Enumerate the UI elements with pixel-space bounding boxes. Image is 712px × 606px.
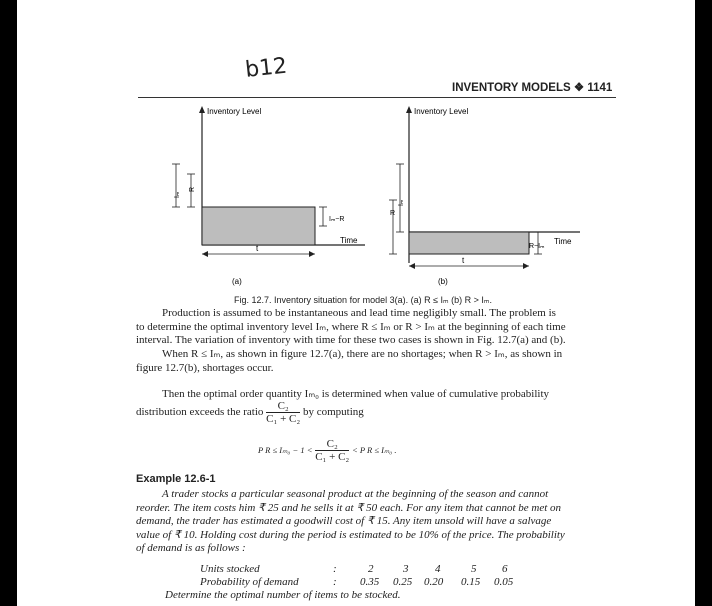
figure-a-inventory-block (202, 207, 315, 245)
header-rule (138, 97, 616, 98)
table-unit: 4 (435, 563, 441, 575)
table-unit: 3 (403, 563, 409, 575)
table-row1-label: Units stocked (200, 563, 260, 575)
ratio-line (136, 400, 364, 425)
ratio-suffix: by computing (302, 406, 364, 419)
table-unit: 6 (502, 563, 508, 575)
inequality-right: < P R ≤ Iₘ₀ . (352, 445, 397, 456)
inequality-denominator: C₁ + C₂ (315, 451, 350, 463)
figure-b-r-lm-label: R−Iₘ (529, 243, 545, 250)
paragraph-1-line: Production is assumed to be instantaneous and lead time negligibly small. The problem is (162, 307, 556, 319)
paragraph-2-line: When R ≤ Iₘ, as shown in figure 12.7(a), there are no shortages; when R > Iₘ, as shown in (162, 348, 563, 360)
table-row2-colon: : (333, 576, 337, 588)
figure-a-y-arrow (199, 106, 205, 113)
table-unit: 5 (471, 563, 477, 575)
running-header (452, 80, 612, 94)
example-body (136, 488, 622, 556)
inequality-numerator: C₂ (315, 438, 349, 451)
paragraph-2-line: figure 12.7(b), shortages occur. (136, 361, 274, 374)
table-prob: 0.05 (494, 576, 514, 588)
figure-b-lm-label: Iₘ (398, 199, 405, 206)
figure-b-t-label: t (462, 256, 465, 265)
example-line: A trader stocks a particular seasonal product at the beginning of the season and cannot (162, 488, 549, 500)
inequality-left: P R ≤ Iₘ₀ − 1 < (258, 445, 313, 456)
left-black-border (0, 0, 17, 606)
paragraph-1 (136, 307, 622, 348)
figure-a-r-label: R (189, 186, 196, 192)
table-prob: 0.20 (424, 576, 444, 588)
figure-a-ylabel-1: Inventory Level (207, 107, 262, 116)
inequality (258, 438, 396, 463)
paragraph-2 (136, 348, 622, 375)
figure-b-inventory-block (409, 232, 529, 254)
example-question: Determine the optimal number of items to be stocked. (165, 589, 401, 601)
header-title: INVENTORY MODELS (452, 82, 571, 94)
handwritten-note: b12 (244, 53, 289, 83)
figure-a-t-label: t (256, 244, 259, 253)
example-line: reorder. The item costs him ₹ 25 and he sells it at ₹ 50 each. For any item that cannot be met on (136, 501, 562, 514)
figure-a-label: (a) (232, 277, 242, 286)
figure-b-xlabel: Time (554, 237, 572, 246)
figure-b-label: (b) (438, 277, 448, 286)
page-number: 1141 (587, 82, 613, 94)
table-row1-colon: : (333, 563, 337, 575)
example-line: of demand is as follows : (136, 542, 246, 554)
table-prob: 0.15 (461, 576, 481, 588)
figure-a (160, 100, 375, 290)
figure-caption: Fig. 12.7. Inventory situation for model 3(a). (a) R ≤ Iₘ (b) R > Iₘ. (234, 295, 492, 305)
diamond-icon: ❖ (573, 82, 585, 94)
inequality-fraction (315, 438, 349, 463)
example-title: Example 12.6-1 (136, 473, 216, 485)
example-line: value of ₹ 10. Holding cost during the period is estimated to be 10% of the price. The probability (136, 528, 565, 541)
paragraph-3: Then the optimal order quantity Iₘ₀ is determined when value of cumulative probability (162, 388, 550, 400)
table-prob: 0.25 (393, 576, 413, 588)
paragraph-1-line: to determine the optimal inventory level Iₘ, where R ≤ Iₘ or R > Iₘ at the beginning of each time (136, 320, 566, 333)
example-line: demand, the trader has estimated a goodwill cost of ₹ 15. Any item unsold will have a salvage (136, 515, 552, 527)
figure-a-xlabel: Time (340, 236, 358, 245)
ratio-fraction (266, 400, 300, 425)
figure-b-r-label: R (390, 210, 396, 217)
fraction-numerator: C₂ (266, 400, 300, 413)
figure-a-lm-label: Iₘ (174, 191, 181, 198)
figure-b-ylabel: Inventory Level (414, 107, 469, 116)
figure-b (380, 100, 610, 290)
paragraph-1-line: interval. The variation of inventory with time for these two cases is shown in Fig. 12.7(a) and (b). (136, 334, 566, 346)
fraction-denominator: C₁ + C₂ (266, 413, 301, 425)
right-black-border (695, 0, 712, 606)
table-row2-label: Probability of demand (200, 576, 299, 588)
table-prob: 0.35 (360, 576, 380, 588)
table-unit: 2 (368, 563, 374, 575)
figure-a-lm-r-label: Iₘ−R (329, 216, 345, 223)
figure-b-y-arrow (406, 106, 412, 113)
ratio-prefix: distribution exceeds the ratio (136, 406, 264, 419)
